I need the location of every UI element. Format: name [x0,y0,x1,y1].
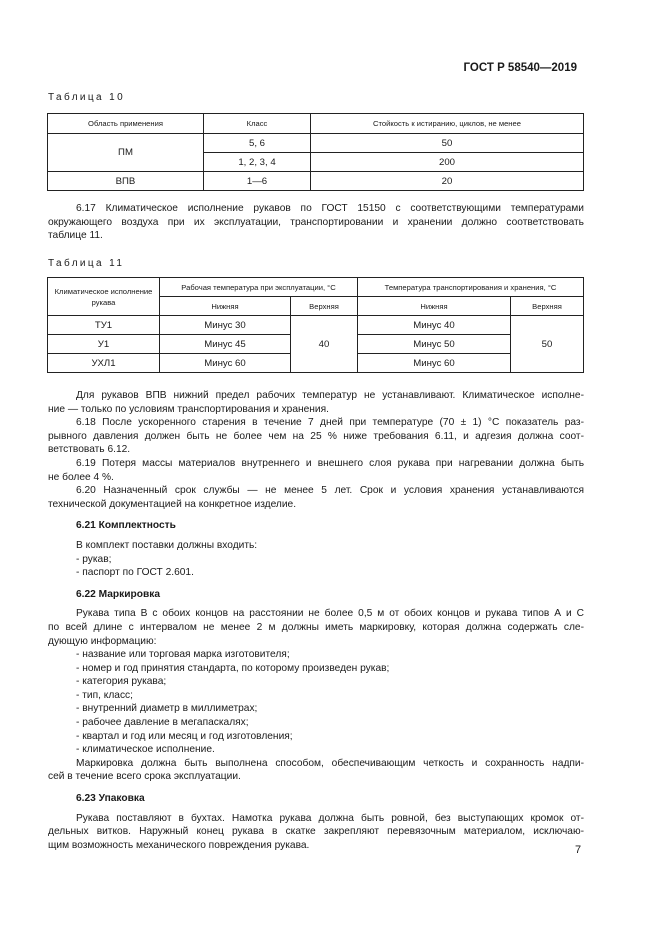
section-heading-6-22: 6.22 Маркировка [76,588,160,600]
paragraph-6-17 [48,202,584,243]
text-line: 6.19 Потеря массы материалов внутреннего и внешнего слоя рукава при нагревании должна быть [76,457,584,469]
table11-header-transport-temp: Температура транспортирования и хранения, °С [358,278,584,297]
text-line: Маркировка должна быть выполнена способом, обеспечивающим четкость и сохранность надпи- [76,757,584,769]
table10-cell-value: 20 [311,172,584,191]
table11-header-climate: Климатическое исполнение рукава [48,278,160,316]
body-text [48,389,584,852]
table10-cell-area: ПМ [48,134,204,172]
list-item: - квартал и год или месяц и год изготовления; [76,730,293,742]
table11-cell-work-lower: Минус 45 [160,335,291,354]
table11-subheader-lower: Нижняя [358,297,511,316]
text-line: окружающего воздуха при их эксплуатации, транспортировании и хранении должно соответствовать [48,216,584,228]
table10-cell-area: ВПВ [48,172,204,191]
list-item: - название или торговая марка изготовителя; [76,649,290,661]
list-item: - тип, класс; [76,689,133,701]
table11-cell-work-upper: 40 [291,316,358,373]
text-line: ние — только по условиям транспортирования и хранения. [48,403,329,415]
list-item: - рабочее давление в мегапаскалях; [76,717,249,729]
text-line: дельных витков. Наружный конец рукава в скатке закрепляют перевязочным материалом, исключаю- [48,826,584,838]
text-line: Для рукавов ВПВ нижний предел рабочих температур не устанавливают. Климатическое исполне- [76,390,584,401]
list-item: - категория рукава; [76,676,167,688]
table10-cell-value: 50 [311,134,584,153]
table10-header-class: Класс [204,114,311,134]
text-line: по всей длине с интервалом не менее 2 м должны иметь маркировку, которая должна содержать сле- [48,621,584,633]
table11-caption: Таблица 11 [48,258,125,269]
text-line: ветствовать 6.12. [48,444,131,456]
section-heading-6-21: 6.21 Комплектность [76,520,176,532]
table10-cell-class: 1—6 [204,172,311,191]
document-code: ГОСТ Р 58540—2019 [463,62,577,74]
text-line: не более 4 %. [48,471,114,483]
table-11 [47,277,584,373]
table11-header-work-temp: Рабочая температура при эксплуатации, °С [160,278,358,297]
table11-subheader-lower: Нижняя [160,297,291,316]
text-line: дующую информацию: [48,635,157,647]
table10-header-resistance: Стойкость к истиранию, циклов, не менее [311,114,584,134]
list-item: - рукав; [76,553,112,565]
list-item: - климатическое исполнение. [76,744,215,756]
table10-cell-class: 5, 6 [204,134,311,153]
table11-cell-climate: У1 [48,335,160,354]
table11-cell-work-lower: Минус 30 [160,316,291,335]
list-item: - номер и год принятия стандарта, по которому произведен рукав; [76,662,390,674]
text-line: таблице 11. [48,230,103,242]
text-line: 6.18 После ускоренного старения в течение 7 дней при температуре (70 ± 1) °С показатель раз- [76,417,584,429]
text-line: Рукава поставляют в бухтах. Намотка рукава должна быть ровной, без выступающих кромок от- [76,812,584,824]
table11-cell-transport-upper: 50 [511,316,584,373]
table10-cell-class: 1, 2, 3, 4 [204,153,311,172]
text-line: 6.17 Климатическое исполнение рукавов по ГОСТ 15150 с соответствующими температурами [76,203,584,214]
text-line: щим возможность механического повреждения рукава. [48,839,310,851]
text-line: сей в течение всего срока эксплуатации. [48,771,241,783]
table11-cell-climate: УХЛ1 [48,354,160,373]
table10-caption: Таблица 10 [48,92,126,103]
page-number: 7 [575,844,582,856]
table-10 [47,113,584,191]
table11-cell-transport-lower: Минус 50 [358,335,511,354]
table11-cell-climate: ТУ1 [48,316,160,335]
text-line: В комплект поставки должны входить: [76,539,258,551]
text-line: технической документацией на конкретное изделие. [48,498,297,510]
table11-cell-transport-lower: Минус 60 [358,354,511,373]
text-line: рывного давления должен быть не более чем на 25 % ниже требования 6.11, и адгезия должна соот- [48,430,584,442]
section-heading-6-23: 6.23 Упаковка [76,793,145,805]
list-item: - паспорт по ГОСТ 2.601. [76,567,194,579]
table11-subheader-upper: Верхняя [511,297,584,316]
table10-header-area: Область применения [48,114,204,134]
table11-cell-transport-lower: Минус 40 [358,316,511,335]
text-line: Рукава типа В с обоих концов на расстоянии не более 0,5 м от обоих концов и рукава типов А и С [76,608,584,620]
table10-cell-value: 200 [311,153,584,172]
table11-cell-work-lower: Минус 60 [160,354,291,373]
list-item: - внутренний диаметр в миллиметрах; [76,703,258,715]
table11-subheader-upper: Верхняя [291,297,358,316]
text-line: 6.20 Назначенный срок службы — не менее 5 лет. Срок и условия хранения устанавливаются [76,485,584,497]
